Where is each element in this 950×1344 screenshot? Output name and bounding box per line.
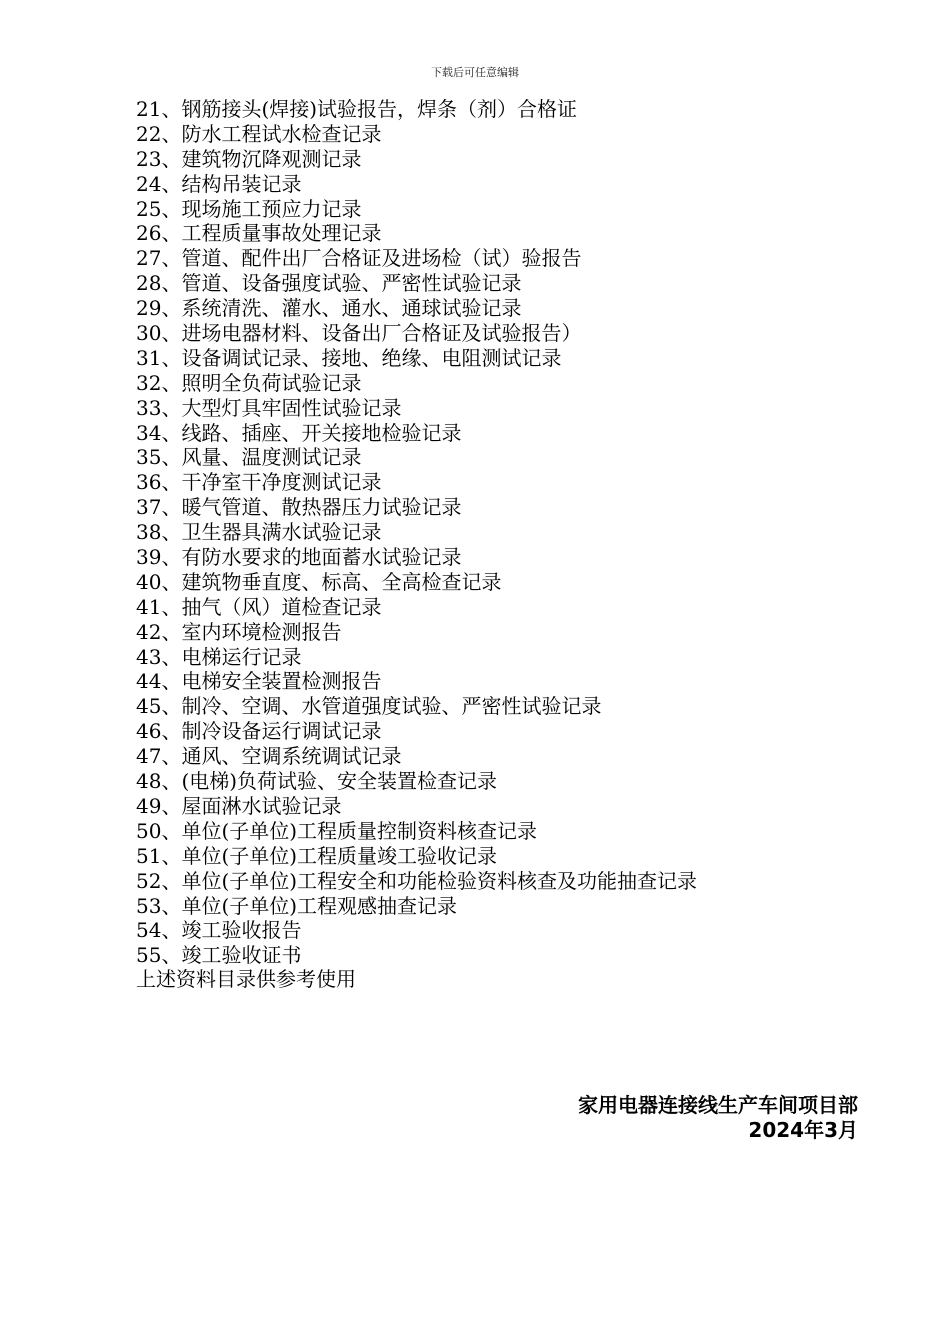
list-item: 47、通风、空调系统调试记录 (136, 744, 402, 769)
list-item: 40、建筑物垂直度、标高、全高检查记录 (136, 569, 502, 594)
document-item-list (136, 97, 697, 968)
list-item: 45、制冷、空调、水管道强度试验、严密性试验记录 (136, 694, 602, 719)
list-item: 29、系统清洗、灌水、通水、通球试验记录 (136, 296, 522, 321)
list-item: 48、(电梯)负荷试验、安全装置检查记录 (136, 769, 498, 794)
list-item: 53、单位(子单位)工程观感抽查记录 (136, 893, 458, 918)
list-item: 50、单位(子单位)工程质量控制资料核查记录 (136, 818, 538, 843)
list-item: 22、防水工程试水检查记录 (136, 121, 382, 146)
list-item: 27、管道、配件出厂合格证及进场检（试）验报告 (136, 246, 582, 271)
list-item: 32、照明全负荷试验记录 (136, 370, 362, 395)
list-item: 25、现场施工预应力记录 (136, 196, 362, 221)
list-item: 42、室内环境检测报告 (136, 619, 342, 644)
list-item: 24、结构吊装记录 (136, 171, 302, 196)
closing-note: 上述资料目录供参考使用 (136, 967, 356, 991)
list-item: 33、大型灯具牢固性试验记录 (136, 395, 402, 420)
list-item: 31、设备调试记录、接地、绝缘、电阻测试记录 (136, 345, 562, 370)
list-item: 38、卫生器具满水试验记录 (136, 520, 382, 545)
list-item: 41、抽气（风）道检查记录 (136, 594, 382, 619)
list-item: 21、钢筋接头(焊接)试验报告，焊条（剂）合格证 (136, 97, 578, 121)
list-item: 26、工程质量事故处理记录 (136, 221, 382, 246)
signature-date: 2024年3月 (748, 1118, 858, 1142)
list-item: 37、暖气管道、散热器压力试验记录 (136, 495, 462, 520)
list-item: 23、建筑物沉降观测记录 (136, 146, 362, 171)
list-item: 35、风量、温度测试记录 (136, 445, 362, 470)
signature-organization: 家用电器连接线生产车间项目部 (578, 1093, 858, 1117)
list-item: 30、进场电器材料、设备出厂合格证及试验报告） (136, 321, 582, 346)
list-item: 44、电梯安全装置检测报告 (136, 669, 382, 694)
signature-block (578, 1093, 858, 1143)
header-note: 下载后可任意编辑 (431, 66, 519, 79)
list-item: 28、管道、设备强度试验、严密性试验记录 (136, 271, 522, 296)
list-item: 34、线路、插座、开关接地检验记录 (136, 420, 462, 445)
list-item: 55、竣工验收证书 (136, 943, 302, 968)
list-item: 51、单位(子单位)工程质量竣工验收记录 (136, 843, 498, 868)
list-item: 39、有防水要求的地面蓄水试验记录 (136, 545, 462, 570)
list-item: 52、单位(子单位)工程安全和功能检验资料核查及功能抽查记录 (136, 868, 698, 893)
list-item: 36、干净室干净度测试记录 (136, 470, 382, 495)
list-item: 43、电梯运行记录 (136, 644, 302, 669)
list-item: 46、制冷设备运行调试记录 (136, 719, 382, 744)
list-item: 49、屋面淋水试验记录 (136, 793, 342, 818)
list-item: 54、竣工验收报告 (136, 918, 302, 943)
